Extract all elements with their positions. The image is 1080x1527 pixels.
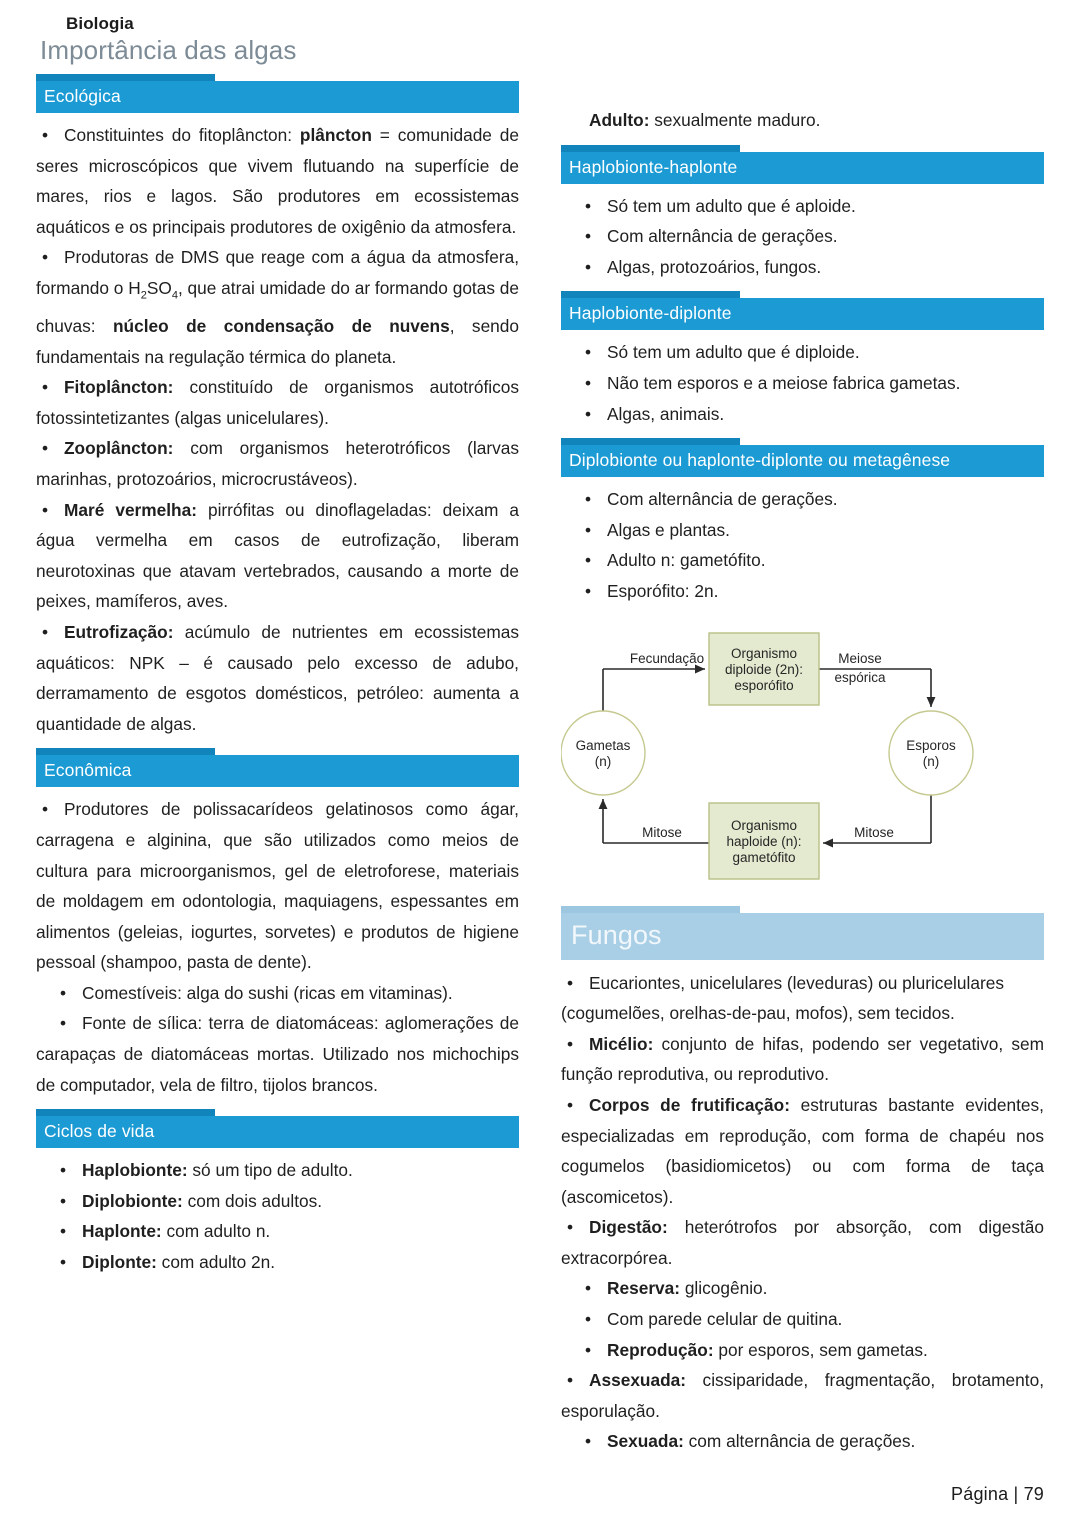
bullet-marker-icon: • bbox=[60, 1221, 67, 1242]
two-column-body bbox=[36, 72, 1044, 1457]
svg-text:esporófito: esporófito bbox=[734, 677, 794, 693]
bullet-item bbox=[36, 120, 519, 242]
bullet-item bbox=[36, 433, 519, 494]
bullet-term: Reserva: bbox=[607, 1278, 681, 1299]
page-footer: Página | 79 bbox=[951, 1484, 1044, 1504]
bullet-text: cissiparidade, fragmentação, brotamento, esporulação. bbox=[561, 1370, 1044, 1421]
bullet-marker-icon: • bbox=[60, 1252, 67, 1273]
bullet-text: 4 bbox=[171, 289, 178, 302]
bullet-text: SO bbox=[146, 277, 172, 298]
bullet-marker-icon: • bbox=[42, 438, 49, 459]
bullet-item bbox=[561, 545, 1044, 576]
bullet-text: glicogênio. bbox=[680, 1278, 768, 1299]
bullet-text: Só tem um adulto que é diploide. bbox=[607, 342, 860, 363]
bullet-term: Micélio: bbox=[589, 1033, 654, 1054]
bullet-marker-icon: • bbox=[60, 1190, 67, 1211]
bullet-text: estruturas bastante evidentes, especializadas em reprodução, com forma de chapéu nos cogumelos (basidiomicetos) ou com forma de taça (ascomicetos). bbox=[561, 1094, 1044, 1207]
svg-text:haploide (n):: haploide (n): bbox=[726, 833, 802, 849]
bullet-item bbox=[36, 978, 519, 1009]
svg-text:Gametas: Gametas bbox=[575, 737, 631, 753]
bullet-text: por esporos, sem gametas. bbox=[713, 1339, 928, 1360]
bullet-term: Corpos de frutificação: bbox=[589, 1094, 790, 1115]
bullet-marker-icon: • bbox=[585, 1309, 592, 1330]
section-body-ciclos-de-vida bbox=[36, 1155, 519, 1277]
bullet-marker-icon: • bbox=[42, 499, 49, 520]
ciclo-de-vida-metagenese-diagram bbox=[561, 621, 1044, 889]
bullet-marker-icon: • bbox=[585, 519, 592, 540]
section-header-label: Diplobionte ou haplonte-diplonte ou metagênese bbox=[569, 450, 951, 471]
bullet-item bbox=[561, 191, 1044, 222]
bullet-term: plâncton bbox=[299, 125, 372, 145]
section-header-label: Fungos bbox=[571, 919, 662, 950]
bullet-item bbox=[36, 242, 519, 372]
section-body-haplobionte-haplonte bbox=[561, 191, 1044, 283]
bullet-text: acúmulo de nutrientes em ecossistemas aquáticos: NPK – é causado pelo excesso de adubo, derramamento de esgotos domésticos, petróleo: aumenta a quantidade de algas. bbox=[36, 621, 519, 734]
bullet-item bbox=[561, 1365, 1044, 1426]
bullet-text: Com alternância de gerações. bbox=[607, 226, 838, 247]
bullet-item bbox=[561, 576, 1044, 607]
bullet-text: com organismos heterotróficos (larvas marinhas, protozoários, microcrustáveos). bbox=[36, 438, 519, 489]
svg-text:Organismo: Organismo bbox=[730, 645, 798, 661]
section-header-label: Haplobionte-diplonte bbox=[569, 303, 732, 324]
bullet-item bbox=[561, 1090, 1044, 1212]
document-subject: Biologia bbox=[66, 14, 134, 33]
diagram-node-gametas bbox=[561, 711, 645, 795]
bullet-text: Algas, animais. bbox=[607, 403, 725, 424]
svg-text:(n): (n) bbox=[922, 753, 940, 769]
bullet-text: Produtores de polissacarídeos gelatinosos como ágar, carragena e alginina, que são utilizados como meios de cultura para microorganismos, gel de eletroforese, materiais de moldagem em odontologia, maquiagens, espessantes em alimentos (geleias, iogurtes, sorvetes) e produtos de higiene pessoal (shampoo, pasta de dente). bbox=[36, 799, 519, 973]
bullet-text: com dois adultos. bbox=[182, 1190, 323, 1211]
section-header-label: Haplobionte-haplonte bbox=[569, 156, 738, 177]
section-body-fungos bbox=[561, 968, 1044, 1458]
bullet-marker-icon: • bbox=[585, 403, 592, 424]
bullet-item bbox=[561, 515, 1044, 546]
section-header-label: Econômica bbox=[44, 760, 132, 781]
svg-text:Organismo: Organismo bbox=[730, 817, 798, 833]
bullet-text: 2 bbox=[140, 289, 147, 302]
page-title: Importância das algas bbox=[40, 35, 297, 65]
bullet-item bbox=[36, 495, 519, 617]
section-header-ecologica bbox=[36, 81, 519, 113]
bullet-marker-icon: • bbox=[42, 125, 49, 145]
bullet-term: Sexuada: bbox=[607, 1431, 684, 1452]
svg-text:espórica: espórica bbox=[834, 669, 886, 685]
bullet-marker-icon: • bbox=[585, 489, 592, 510]
bullet-item bbox=[36, 1186, 519, 1217]
right-column bbox=[561, 72, 1044, 1457]
svg-text:diploide (2n):: diploide (2n): bbox=[724, 661, 804, 677]
section-body-diplobionte-ou-haplonte-diplonte-ou-metagenese bbox=[561, 484, 1044, 606]
bullet-marker-icon: • bbox=[567, 1033, 574, 1054]
bullet-term: Reprodução: bbox=[607, 1339, 714, 1360]
svg-text:(n): (n) bbox=[594, 753, 612, 769]
bullet-item bbox=[36, 1008, 519, 1100]
bullet-text: Eucariontes, unicelulares (leveduras) ou pluricelulares (cogumelões, orelhas-de-pau, mofos), sem tecidos. bbox=[561, 972, 1004, 1024]
bullet-text: Fonte de sílica: terra de diatomáceas: aglomerações de carapaças de diatomáceas mortas. Utilizado nos michochips de computador, vela de filtro, tijolos brancos. bbox=[36, 1013, 519, 1095]
left-column bbox=[36, 72, 519, 1278]
page-header bbox=[36, 14, 1044, 66]
bullet-item bbox=[561, 368, 1044, 399]
bullet-text: Com parede celular de quitina. bbox=[607, 1309, 843, 1330]
bullet-item bbox=[561, 1029, 1044, 1090]
bullet-term: Haplonte: bbox=[82, 1221, 162, 1242]
section-header-label: Ecológica bbox=[44, 86, 121, 106]
bullet-item bbox=[561, 252, 1044, 283]
bullet-marker-icon: • bbox=[60, 1013, 67, 1034]
bullet-marker-icon: • bbox=[60, 1160, 67, 1181]
bullet-marker-icon: • bbox=[42, 247, 49, 268]
bullet-item bbox=[36, 794, 519, 978]
bullet-marker-icon: • bbox=[567, 1217, 574, 1238]
bullet-item bbox=[561, 221, 1044, 252]
section-header-economica bbox=[36, 755, 519, 787]
bullet-marker-icon: • bbox=[585, 256, 592, 277]
bullet-text: Comestíveis: alga do sushi (ricas em vitaminas). bbox=[82, 982, 453, 1003]
bullet-term: Fitoplâncton: bbox=[64, 377, 174, 398]
bullet-text: Só tem um adulto que é aploide. bbox=[607, 195, 856, 216]
bullet-marker-icon: • bbox=[42, 377, 49, 398]
bullet-item bbox=[561, 1273, 1044, 1304]
bullet-term: Maré vermelha: bbox=[64, 499, 197, 520]
section-header-diplobionte-ou-haplonte-diplonte-ou-metagenese bbox=[561, 445, 1044, 477]
bullet-marker-icon: • bbox=[42, 621, 49, 642]
bullet-marker-icon: • bbox=[585, 550, 592, 571]
definition-text: sexualmente maduro. bbox=[649, 110, 821, 130]
bullet-text: Algas e plantas. bbox=[607, 519, 730, 540]
bullet-text: com adulto n. bbox=[161, 1221, 271, 1242]
section-body-ecologica bbox=[36, 120, 519, 739]
bullet-item bbox=[36, 617, 519, 739]
bullet-term: Haplobionte: bbox=[82, 1160, 188, 1181]
bullet-text: Esporófito: 2n. bbox=[607, 580, 719, 601]
section-header-haplobionte-haplonte bbox=[561, 152, 1044, 184]
bullet-text: , que atrai umidade do ar formando gotas de chuvas: bbox=[36, 277, 520, 337]
bullet-marker-icon: • bbox=[567, 972, 574, 993]
svg-text:gametófito: gametófito bbox=[732, 849, 796, 865]
bullet-text: Produtoras de DMS que reage com a água da atmosfera, formando o H bbox=[36, 247, 519, 298]
bullet-term: Diplobionte: bbox=[82, 1190, 183, 1211]
bullet-item bbox=[561, 1426, 1044, 1457]
bullet-text: , sendo fundamentais na regulação térmica do planeta. bbox=[36, 316, 520, 367]
bullet-marker-icon: • bbox=[567, 1370, 574, 1391]
bullet-marker-icon: • bbox=[60, 982, 67, 1003]
bullet-marker-icon: • bbox=[585, 1339, 592, 1360]
bullet-text: = comunidade de seres microscópicos que vivem flutuando na superfície de mares, rios e lagos. São produtores em ecossistemas aquáticos e os principais produtores de oxigênio da atmosfera. bbox=[36, 125, 520, 237]
bullet-marker-icon: • bbox=[585, 226, 592, 247]
bullet-marker-icon: • bbox=[585, 1431, 592, 1452]
bullet-item bbox=[561, 337, 1044, 368]
section-body-haplobionte-diplonte bbox=[561, 337, 1044, 429]
bullet-marker-icon: • bbox=[567, 1094, 574, 1115]
bullet-item bbox=[561, 968, 1044, 1029]
bullet-text: Constituintes do fitoplâncton: bbox=[64, 125, 300, 145]
bullet-text: só um tipo de adulto. bbox=[187, 1160, 353, 1181]
svg-text:Fecundação: Fecundação bbox=[629, 650, 705, 666]
bullet-item bbox=[36, 372, 519, 433]
bullet-marker-icon: • bbox=[585, 372, 592, 393]
bullet-item bbox=[561, 1212, 1044, 1273]
bullet-text: com alternância de gerações. bbox=[683, 1431, 916, 1452]
svg-text:Mitose: Mitose bbox=[854, 824, 894, 840]
bullet-term: Zooplâncton: bbox=[64, 438, 174, 459]
bullet-text: Algas, protozoários, fungos. bbox=[607, 256, 822, 277]
bullet-marker-icon: • bbox=[585, 342, 592, 363]
bullet-text: Com alternância de gerações. bbox=[607, 489, 838, 510]
section-header-haplobionte-diplonte bbox=[561, 298, 1044, 330]
bullet-text: constituído de organismos autotróficos fotossintetizantes (algas unicelulares). bbox=[36, 377, 519, 428]
bullet-term: Eutrofização: bbox=[64, 621, 174, 642]
bullet-item bbox=[561, 1304, 1044, 1335]
definition-term: Adulto: bbox=[589, 110, 650, 130]
diagram-node-esporos bbox=[889, 711, 973, 795]
bullet-item bbox=[36, 1155, 519, 1186]
bullet-marker-icon: • bbox=[585, 1278, 592, 1299]
bullet-item bbox=[36, 1247, 519, 1278]
bullet-text: Não tem esporos e a meiose fabrica gametas. bbox=[607, 372, 961, 393]
section-header-ciclos-de-vida bbox=[36, 1116, 519, 1148]
bullet-item bbox=[561, 1335, 1044, 1366]
bullet-text: pirrófitas ou dinoflageladas: deixam a água vermelha em casos de eutrofização, liberam neurotoxinas que atavam vertebrados, causando a morte de peixes, mamíferos, aves. bbox=[36, 499, 519, 612]
bullet-item bbox=[561, 399, 1044, 430]
svg-text:Esporos: Esporos bbox=[906, 737, 956, 753]
bullet-term: Assexuada: bbox=[589, 1370, 687, 1391]
bullet-term: Digestão: bbox=[589, 1217, 668, 1238]
bullet-marker-icon: • bbox=[585, 580, 592, 601]
bullet-marker-icon: • bbox=[42, 799, 49, 820]
bullet-text: heterótrofos por absorção, com digestão extracorpórea. bbox=[561, 1217, 1044, 1268]
svg-text:Meiose: Meiose bbox=[838, 650, 882, 666]
lead-definition-line bbox=[589, 105, 1044, 136]
svg-text:Mitose: Mitose bbox=[642, 824, 682, 840]
major-section-header-fungos bbox=[561, 913, 1044, 960]
bullet-item bbox=[36, 1216, 519, 1247]
bullet-text: Adulto n: gametófito. bbox=[607, 550, 766, 571]
bullet-item bbox=[561, 484, 1044, 515]
section-body-economica bbox=[36, 794, 519, 1100]
bullet-term: núcleo de condensação de nuvens bbox=[113, 316, 450, 337]
bullet-text: conjunto de hifas, podendo ser vegetativo, sem função reprodutiva, ou reprodutivo. bbox=[561, 1033, 1044, 1085]
bullet-term: Diplonte: bbox=[82, 1252, 157, 1273]
bullet-marker-icon: • bbox=[585, 195, 592, 216]
section-header-label: Ciclos de vida bbox=[44, 1121, 155, 1142]
bullet-text: com adulto 2n. bbox=[156, 1252, 276, 1273]
